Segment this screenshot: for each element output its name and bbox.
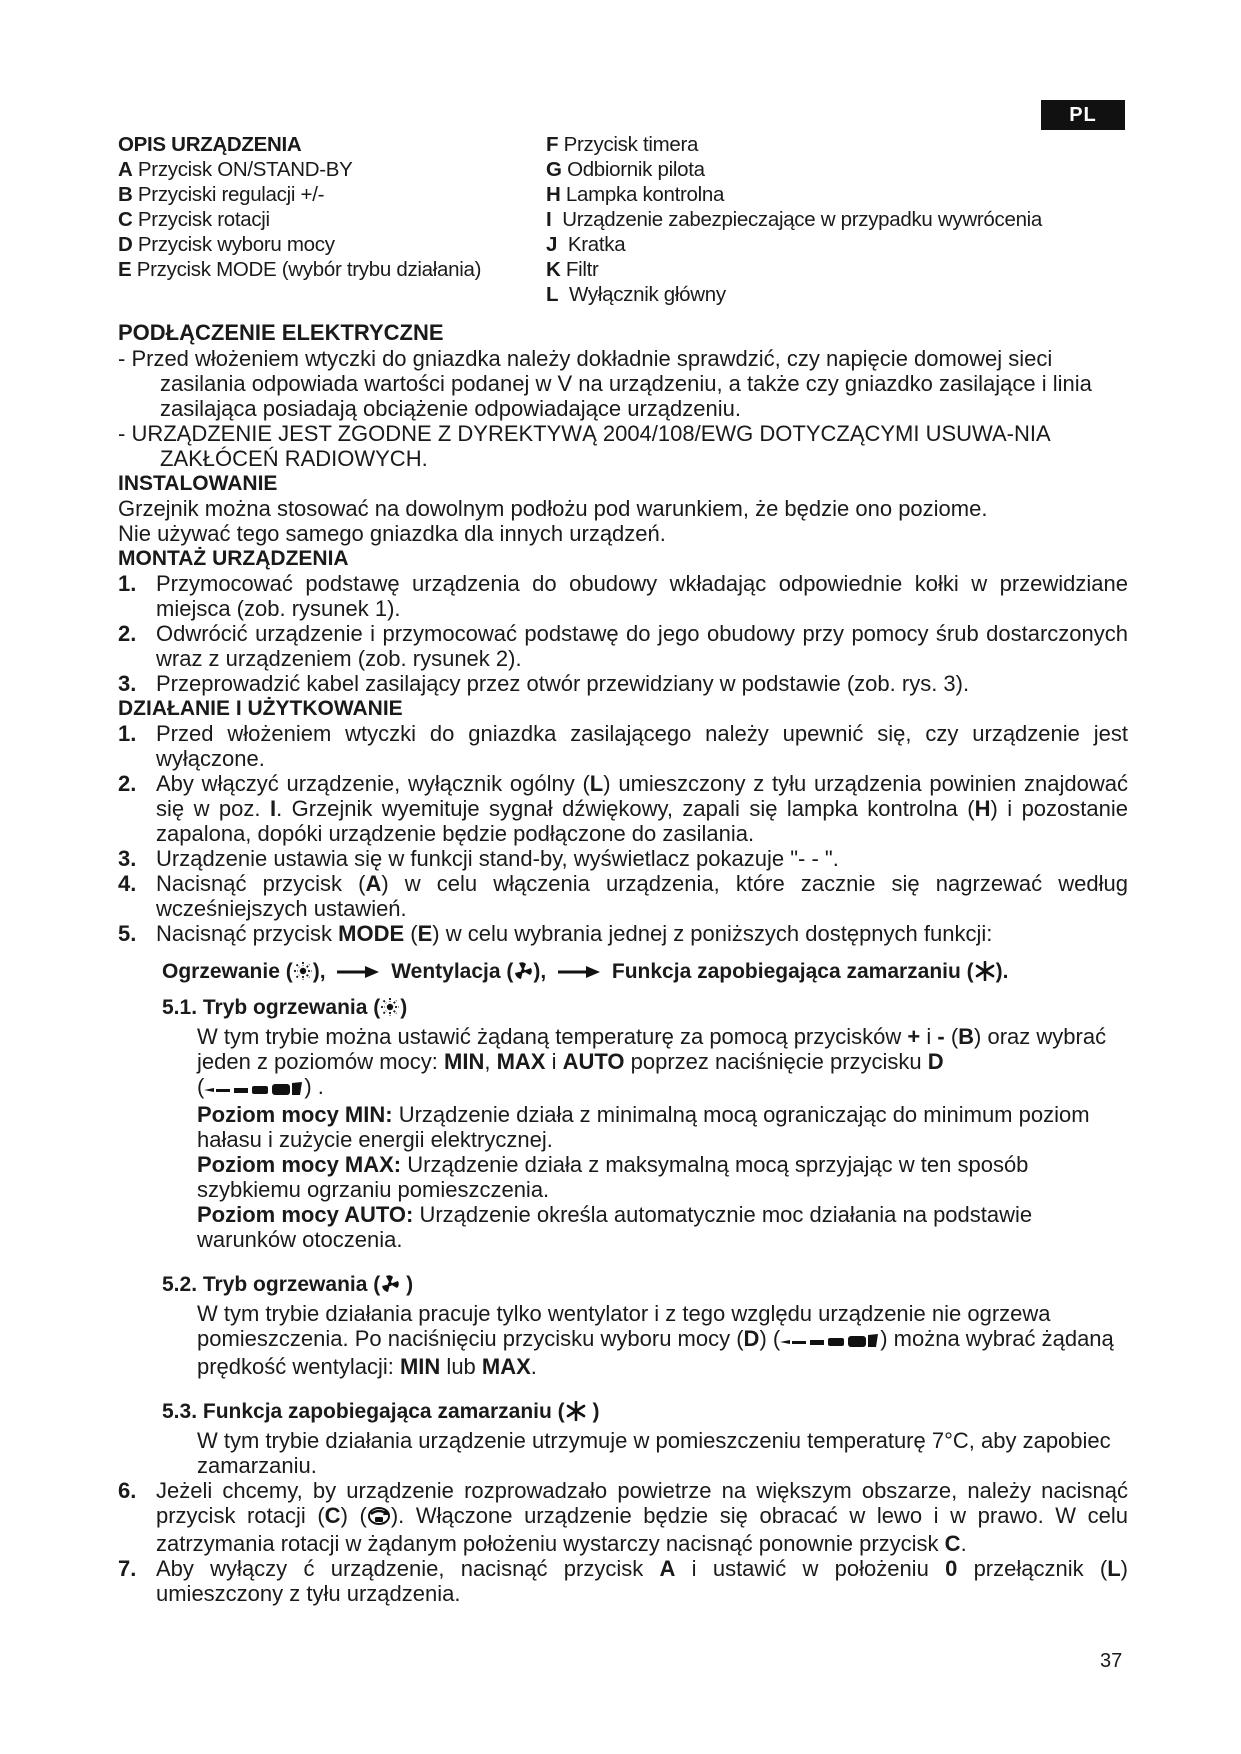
list-item: K Filtr [546,258,599,281]
description-title: OPIS URZĄDZENIA [118,133,302,156]
electric-paragraph-2: - URZĄDZENIE JEST ZGODNE Z DYREKTYWĄ 2004/108/EWG DOTYCZĄCYMI USUWA-NIA ZAKŁÓCEŃ RADIOWYCH. [118,421,1050,471]
power-level-icon [204,1077,304,1102]
sun-icon [380,997,400,1024]
heating-description: W tym trybie można ustawić żądaną temperaturę za pomocą przycisków + i - (B) oraz wybrać jeden z poziomów mocy: MIN, MAX i AUTO poprzez naciśnięcie przycisku D ( ) . [197,1024,1128,1102]
electric-paragraph-1: - Przed włożeniem wtyczki do gniazdka należy dokładnie sprawdzić, czy napięcie domowej sieci zasilania odpowiada wartości podanej w V na urządzeniu, a także czy gniazdko zasilające i linia zasilająca posiadają obciążenie odpowiadające urządzeniu. [118,346,1092,421]
list-item: J Kratka [546,233,626,256]
list-item: L Wyłącznik główny [546,283,726,306]
subsection-antifreeze: 5.3. Funkcja zapobiegająca zamarzaniu ( ) W tym trybie działania urządzenie utrzymuje w pomieszczeniu temperaturę 7°C, aby zapobiec zamarzaniu. [162,1399,1128,1478]
rotation-icon [367,1506,391,1531]
list-item: A Przycisk ON/STAND-BY [118,158,353,181]
page-number: 37 [1100,1650,1123,1672]
list-item: 5. Nacisnąć przycisk MODE (E) w celu wybrania jednej z poniższych dostępnych funkcji: [118,921,993,946]
list-item: 1. Przed włożeniem wtyczki do gniazdka zasilającego należy upewnić się, czy urządzenie jest wyłączone. [118,721,1128,771]
subsection-fan: 5.2. Tryb ogrzewania ( ) W tym trybie działania pracuje tylko wentylator i z tego względu urządzenie nie ogrzewa pomieszczenia. Po naciśnięciu przycisku wyboru mocy (D) ( ) można wybrać żądaną prędkość wentylacji: MIN lub MAX. [162,1272,1128,1379]
list-item: E Przycisk MODE (wybór trybu działania) [118,258,482,281]
snowflake-icon [565,1401,587,1428]
list-item: C Przycisk rotacji [118,208,270,231]
list-item: 3. Przeprowadzić kabel zasilający przez otwór przewidziany w podstawie (zob. rys. 3). [118,671,970,696]
install-title: INSTALOWANIE [118,472,278,495]
fan-description: W tym trybie działania pracuje tylko wentylator i z tego względu urządzenie nie ogrzewa pomieszczenia. Po naciśnięciu przycisku wyboru mocy (D) ( ) można wybrać żądaną prędkość wentylacji: MIN lub MAX. [197,1301,1114,1379]
language-badge: PL [1041,100,1125,130]
power-auto-description: Poziom mocy AUTO: Urządzenie określa automatycznie moc działania na podstawie warunków otoczenia. [197,1202,1033,1252]
list-item: G Odbiornik pilota [546,158,705,181]
power-max-description: Poziom mocy MAX: Urządzenie działa z maksymalną mocą sprzyjając w ten sposób szybkiemu ogrzaniu pomieszczenia. [197,1152,1029,1202]
install-line-2: Nie używać tego samego gniazdka dla innych urządzeń. [118,521,666,546]
fan-icon [380,1274,400,1301]
function-heating: Ogrzewanie [162,960,280,983]
function-antifreeze: Funkcja zapobiegająca zamarzaniu [611,960,961,983]
operation-title: DZIAŁANIE I UŻYTKOWANIE [118,697,403,720]
list-item: 6. Jeżeli chcemy, by urządzenie rozprowadzało powietrze na większym obszarze, należy nacisnąć przycisk rotacji (C) ( ). Włączone urządzenie będzie się obracać w lewo i w prawo. W celu zatrzymania rotacji w żądanym położeniu wystarczy nacisnąć ponownie przycisk C. [118,1478,1129,1556]
list-item: 2. Odwrócić urządzenie i przymocować podstawę do jego obudowy przy pomocy śrub dostarczonych wraz z urządzeniem (zob. rysunek 2). [118,621,1128,671]
sun-icon [293,961,313,989]
description-list-left [118,132,538,282]
snowflake-icon [974,961,996,989]
list-item: H Lampka kontrolna [546,183,725,206]
function-fan: Wentylacja [391,960,501,983]
fan-icon [513,961,533,989]
function-sequence: Ogrzewanie ( ), Wentylacja ( ), Funkcja zapobiegająca zamarzaniu ( ). [162,958,1128,989]
subsection-heating: 5.1. Tryb ogrzewania ( ) W tym trybie można ustawić żądaną temperaturę za pomocą przycisków + i - (B) oraz wybrać jeden z poziomów mocy: MIN, MAX i AUTO poprzez naciśnięcie przycisku D ( ) . Poziom mocy MIN: Urządzenie działa z minimalną mocą ograniczając do minimum poziom hałasu i zużycie energii elektrycznej. Poziom mocy MAX: Urządzenie działa z maksymalną mocą sprzyjając w ten sposób szybkiemu ogrzaniu pomieszczenia. Poziom mocy AUTO: Urządzenie określa automatycznie moc działania na podstawie warunków otoczenia. [162,995,1128,1252]
antifreeze-description: W tym trybie działania urządzenie utrzymuje w pomieszczeniu temperaturę 7°C, aby zapobiec zamarzaniu. [197,1428,1111,1478]
arrow-icon [337,960,379,983]
install-line-1: Grzejnik można stosować na dowolnym podłożu pod warunkiem, że będzie ono poziome. [118,496,988,521]
list-item: D Przycisk wyboru mocy [118,233,335,256]
description-list-right [546,132,1146,307]
list-item: 2. Aby włączyć urządzenie, wyłącznik ogólny (L) umieszczony z tyłu urządzenia powinien znajdować się w poz. I. Grzejnik wyemituje sygnał dźwiękowy, zapali się lampka kontrolna (H) i pozostanie zapalona, dopóki urządzenie będzie podłączone do zasilania. [118,771,1128,846]
arrow-icon [558,960,600,983]
list-item: 4. Nacisnąć przycisk (A) w celu włączenia urządzenia, które zacznie się nagrzewać według wcześniejszych ustawień. [118,871,1128,921]
list-item: B Przyciski regulacji +/- [118,183,325,206]
list-item: 1. Przymocować podstawę urządzenia do obudowy wkładając odpowiednie kołki w przewidziane miejsca (zob. rysunek 1). [118,571,1128,621]
list-item: 7. Aby wyłączy ć urządzenie, nacisnąć przycisk A i ustawić w położeniu 0 przełącznik (L) umieszczony z tyłu urządzenia. [118,1556,1128,1606]
list-item: I Urządzenie zabezpieczające w przypadku wywrócenia [546,208,1043,231]
power-level-icon [780,1329,880,1354]
main-content [118,320,1128,1606]
assembly-title: MONTAŻ URZĄDZENIA [118,547,349,570]
list-item: 3. Urządzenie ustawia się w funkcji stand-by, wyświetlacz pokazuje "- - ". [118,846,839,871]
power-min-description: Poziom mocy MIN: Urządzenie działa z minimalną mocą ograniczając do minimum poziom hałasu i zużycie energii elektrycznej. [197,1102,1090,1152]
list-item: F Przycisk timera [546,133,699,156]
electric-title: PODŁĄCZENIE ELEKTRYCZNE [118,320,444,345]
